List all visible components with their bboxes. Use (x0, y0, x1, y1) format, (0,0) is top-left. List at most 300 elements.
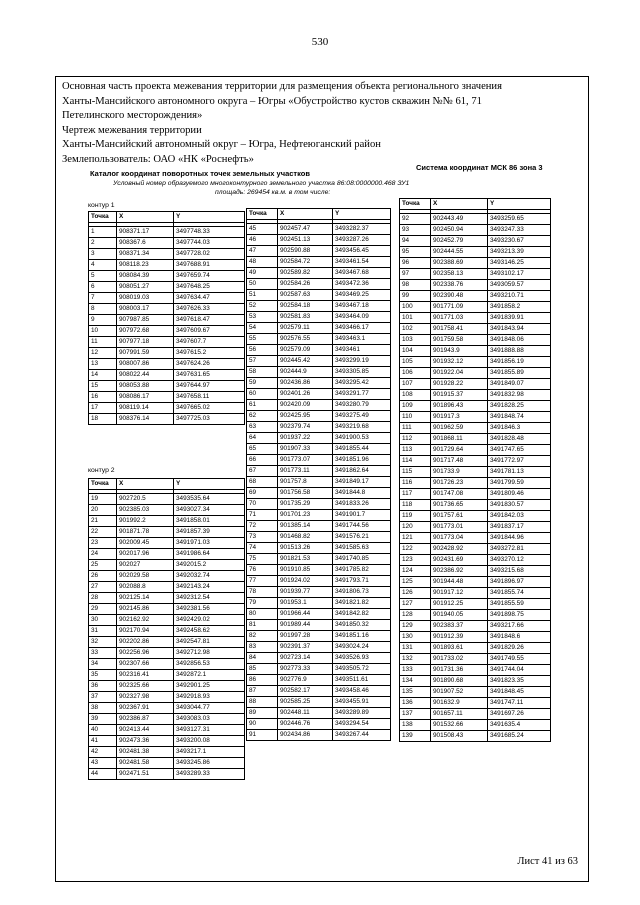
table-row (247, 477, 391, 488)
y-cell: 3491986.64 (174, 549, 245, 560)
point-cell: 33 (89, 648, 117, 659)
point-cell: 39 (89, 714, 117, 725)
x-cell: 908003.17 (117, 304, 174, 315)
table-row (400, 225, 551, 236)
x-cell: 902450.94 (431, 225, 488, 236)
point-cell: 109 (400, 401, 431, 412)
table-row (89, 315, 245, 326)
point-cell: 128 (400, 610, 431, 621)
x-cell: 908053.88 (117, 381, 174, 392)
x-cell: 902386.92 (431, 566, 488, 577)
x-cell: 902401.26 (278, 389, 333, 400)
table-row (89, 494, 245, 505)
table-row (89, 758, 245, 769)
table-row (400, 434, 551, 445)
point-cell: 2 (89, 238, 117, 249)
y-cell: 3497644.97 (174, 381, 245, 392)
contour-2-table (88, 478, 245, 780)
y-cell: 3493282.37 (333, 224, 391, 235)
table-row (400, 357, 551, 368)
table-row (400, 654, 551, 665)
y-cell: 3491901.7 (333, 510, 391, 521)
x-cell: 901756.58 (278, 488, 333, 499)
point-cell: 92 (400, 214, 431, 225)
x-cell: 908051.27 (117, 282, 174, 293)
point-cell: 122 (400, 544, 431, 555)
y-cell: 3493287.26 (333, 235, 391, 246)
y-cell: 3492143.24 (174, 582, 245, 593)
x-cell: 902325.66 (117, 681, 174, 692)
y-cell: 3491848.45 (488, 687, 551, 698)
y-cell: 3493535.64 (174, 494, 245, 505)
point-cell: 83 (247, 642, 278, 653)
x-cell: 901868.11 (431, 434, 488, 445)
x-cell: 901937.22 (278, 433, 333, 444)
x-cell: 901907.52 (431, 687, 488, 698)
point-cell: 40 (89, 725, 117, 736)
x-cell: 901896.43 (431, 401, 488, 412)
table-row (247, 312, 391, 323)
column-header-x: X (117, 479, 174, 490)
table-row (247, 576, 391, 587)
point-cell: 100 (400, 302, 431, 313)
y-cell: 3493291.77 (333, 389, 391, 400)
x-cell: 902584.18 (278, 301, 333, 312)
point-cell: 31 (89, 626, 117, 637)
x-cell: 902585.25 (278, 697, 333, 708)
table-row (400, 544, 551, 555)
table-row (400, 291, 551, 302)
point-cell: 72 (247, 521, 278, 532)
table-row (400, 632, 551, 643)
point-cell: 35 (89, 670, 117, 681)
x-cell: 902582.17 (278, 686, 333, 697)
x-cell: 908376.14 (117, 414, 174, 425)
x-cell: 901771.09 (431, 302, 488, 313)
x-cell: 901910.85 (278, 565, 333, 576)
y-cell: 3493267.44 (333, 730, 391, 741)
point-cell: 63 (247, 422, 278, 433)
point-cell: 53 (247, 312, 278, 323)
x-cell: 901912.39 (431, 632, 488, 643)
y-cell: 3493200.08 (174, 736, 245, 747)
y-cell: 3493280.79 (333, 400, 391, 411)
x-cell: 902256.96 (117, 648, 174, 659)
table-row (400, 709, 551, 720)
point-cell: 49 (247, 268, 278, 279)
table-row (89, 249, 245, 260)
table-row (400, 478, 551, 489)
point-cell: 80 (247, 609, 278, 620)
x-cell: 902379.74 (278, 422, 333, 433)
y-cell: 3491848.74 (488, 412, 551, 423)
x-cell: 902723.14 (278, 653, 333, 664)
x-cell: 901757.61 (431, 511, 488, 522)
y-cell: 3493247.33 (488, 225, 551, 236)
point-cell: 36 (89, 681, 117, 692)
y-cell: 3492429.02 (174, 615, 245, 626)
point-cell: 76 (247, 565, 278, 576)
table-row (247, 235, 391, 246)
x-cell: 901735.29 (278, 499, 333, 510)
point-cell: 117 (400, 489, 431, 500)
y-cell: 3491855.89 (488, 368, 551, 379)
point-cell: 8 (89, 304, 117, 315)
column-header-point: Точка (247, 209, 278, 220)
y-cell: 3491740.85 (333, 554, 391, 565)
x-cell: 902425.95 (278, 411, 333, 422)
point-cell: 98 (400, 280, 431, 291)
y-cell: 3491898.75 (488, 610, 551, 621)
point-cell: 58 (247, 367, 278, 378)
y-cell: 3491785.82 (333, 565, 391, 576)
y-cell: 3491749.55 (488, 654, 551, 665)
point-cell: 134 (400, 676, 431, 687)
y-cell: 3493083.03 (174, 714, 245, 725)
x-cell: 908084.39 (117, 271, 174, 282)
point-cell: 51 (247, 290, 278, 301)
catalog-subtitle: Условный номер образуемого многоконтурного земельного участка 86:08:0000000.468 ЗУ1 (113, 180, 410, 187)
point-cell: 105 (400, 357, 431, 368)
x-cell: 902457.47 (278, 224, 333, 235)
y-cell: 3497648.25 (174, 282, 245, 293)
x-cell: 902481.58 (117, 758, 174, 769)
x-cell: 902383.37 (431, 621, 488, 632)
point-cell: 56 (247, 345, 278, 356)
y-cell: 3491848.6 (488, 632, 551, 643)
table-row (89, 337, 245, 348)
table-row (89, 370, 245, 381)
x-cell: 901939.77 (278, 587, 333, 598)
point-cell: 87 (247, 686, 278, 697)
x-cell: 902391.37 (278, 642, 333, 653)
point-cell: 129 (400, 621, 431, 632)
table-row (400, 390, 551, 401)
x-cell: 902307.66 (117, 659, 174, 670)
point-cell: 97 (400, 269, 431, 280)
point-cell: 20 (89, 505, 117, 516)
point-cell: 86 (247, 675, 278, 686)
document-header (62, 80, 582, 167)
y-cell: 3493102.17 (488, 269, 551, 280)
y-cell: 3491576.21 (333, 532, 391, 543)
y-cell: 3497658.11 (174, 392, 245, 403)
x-cell: 902579.09 (278, 345, 333, 356)
y-cell: 3491844.96 (488, 533, 551, 544)
table-row (89, 703, 245, 714)
table-row (400, 676, 551, 687)
y-cell: 3491842.03 (488, 511, 551, 522)
point-cell: 138 (400, 720, 431, 731)
table-row (400, 698, 551, 709)
table-row (400, 665, 551, 676)
y-cell: 3493215.68 (488, 566, 551, 577)
table-row (247, 598, 391, 609)
table-row (247, 224, 391, 235)
table-row (400, 346, 551, 357)
column-header-point: Точка (89, 479, 117, 490)
y-cell: 3497624.26 (174, 359, 245, 370)
table-row (247, 521, 391, 532)
point-cell: 95 (400, 247, 431, 258)
table-row (247, 620, 391, 631)
header-line: Землепользователь: ОАО «НК «Роснефть» (62, 153, 254, 165)
table-row (247, 279, 391, 290)
x-cell: 901992.2 (117, 516, 174, 527)
table-row (89, 527, 245, 538)
x-cell: 902473.36 (117, 736, 174, 747)
point-cell: 38 (89, 703, 117, 714)
y-cell: 3493217.66 (488, 621, 551, 632)
x-cell: 907987.85 (117, 315, 174, 326)
table-row (247, 686, 391, 697)
y-cell: 3491844.8 (333, 488, 391, 499)
x-cell: 901773.11 (278, 466, 333, 477)
x-cell: 901917.3 (431, 412, 488, 423)
x-cell: 902773.33 (278, 664, 333, 675)
y-cell: 3493219.68 (333, 422, 391, 433)
table-row (247, 389, 391, 400)
point-cell: 52 (247, 301, 278, 312)
point-cell: 137 (400, 709, 431, 720)
x-cell: 902316.41 (117, 670, 174, 681)
column-header-x: X (431, 199, 488, 210)
y-cell: 3493289.33 (174, 769, 245, 780)
table-row (247, 290, 391, 301)
x-cell: 901736.65 (431, 500, 488, 511)
y-cell: 3492381.56 (174, 604, 245, 615)
table-row (247, 565, 391, 576)
point-cell: 7 (89, 293, 117, 304)
point-cell: 43 (89, 758, 117, 769)
y-cell: 3491744.04 (488, 665, 551, 676)
x-cell: 901657.11 (431, 709, 488, 720)
y-cell: 3493455.91 (333, 697, 391, 708)
x-cell: 902444.55 (431, 247, 488, 258)
table-row (89, 326, 245, 337)
table-row (247, 411, 391, 422)
table-row (247, 345, 391, 356)
table-row (89, 681, 245, 692)
sheet-number: Лист 41 из 63 (517, 856, 578, 867)
point-cell: 88 (247, 697, 278, 708)
table-row (247, 367, 391, 378)
y-cell: 3497615.2 (174, 348, 245, 359)
table-row (89, 637, 245, 648)
y-cell: 3491823.35 (488, 676, 551, 687)
column-header-point: Точка (400, 199, 431, 210)
y-cell: 3493275.49 (333, 411, 391, 422)
point-cell: 42 (89, 747, 117, 758)
table-row (400, 302, 551, 313)
y-cell: 3493210.71 (488, 291, 551, 302)
x-cell: 901758.41 (431, 324, 488, 335)
column-header-x: X (117, 212, 174, 223)
point-cell: 27 (89, 582, 117, 593)
y-cell: 3491744.56 (333, 521, 391, 532)
catalog-area: площадь: 269454 кв.м. в том числе: (215, 189, 331, 196)
column-header-y: Y (174, 479, 245, 490)
point-cell: 17 (89, 403, 117, 414)
point-cell: 132 (400, 654, 431, 665)
y-cell: 3492015.2 (174, 560, 245, 571)
x-cell: 902017.96 (117, 549, 174, 560)
y-cell: 3493289.89 (333, 708, 391, 719)
y-cell: 3497609.67 (174, 326, 245, 337)
point-cell: 29 (89, 604, 117, 615)
point-cell: 127 (400, 599, 431, 610)
point-cell: 116 (400, 478, 431, 489)
y-cell: 3497631.65 (174, 370, 245, 381)
point-cell: 60 (247, 389, 278, 400)
point-cell: 19 (89, 494, 117, 505)
x-cell: 902434.86 (278, 730, 333, 741)
y-cell: 3491833.26 (333, 499, 391, 510)
table-row (247, 257, 391, 268)
point-cell: 28 (89, 593, 117, 604)
point-cell: 10 (89, 326, 117, 337)
y-cell: 3491849.17 (333, 477, 391, 488)
point-cell: 78 (247, 587, 278, 598)
table-row (89, 571, 245, 582)
y-cell: 3491635.4 (488, 720, 551, 731)
table-row (247, 323, 391, 334)
point-cell: 112 (400, 434, 431, 445)
point-cell: 113 (400, 445, 431, 456)
x-cell: 907977.18 (117, 337, 174, 348)
table-row (247, 609, 391, 620)
table-row (89, 238, 245, 249)
point-cell: 5 (89, 271, 117, 282)
y-cell: 3493461.54 (333, 257, 391, 268)
y-cell: 3491772.97 (488, 456, 551, 467)
y-cell: 3493472.36 (333, 279, 391, 290)
table-row (400, 368, 551, 379)
table-row (400, 423, 551, 434)
x-cell: 901632.9 (431, 698, 488, 709)
y-cell: 3497665.02 (174, 403, 245, 414)
point-cell: 73 (247, 532, 278, 543)
point-cell: 22 (89, 527, 117, 538)
y-cell: 3497634.47 (174, 293, 245, 304)
point-cell: 70 (247, 499, 278, 510)
table-row (247, 730, 391, 741)
x-cell: 901468.82 (278, 532, 333, 543)
table-row (89, 282, 245, 293)
point-cell: 32 (89, 637, 117, 648)
x-cell: 907991.59 (117, 348, 174, 359)
point-cell: 75 (247, 554, 278, 565)
x-cell: 908007.86 (117, 359, 174, 370)
x-cell: 901928.22 (431, 379, 488, 390)
table-row (89, 714, 245, 725)
x-cell: 902009.45 (117, 538, 174, 549)
point-cell: 94 (400, 236, 431, 247)
y-cell: 3491585.63 (333, 543, 391, 554)
point-cell: 126 (400, 588, 431, 599)
y-cell: 3491857.39 (174, 527, 245, 538)
point-cell: 136 (400, 698, 431, 709)
y-cell: 3493456.45 (333, 246, 391, 257)
table-row (89, 392, 245, 403)
x-cell: 902590.88 (278, 246, 333, 257)
x-cell: 908019.03 (117, 293, 174, 304)
y-cell: 3497618.47 (174, 315, 245, 326)
point-cell: 130 (400, 632, 431, 643)
point-cell: 114 (400, 456, 431, 467)
table-row (400, 731, 551, 742)
contour-1-table (88, 211, 245, 425)
point-cell: 121 (400, 533, 431, 544)
x-cell: 902720.5 (117, 494, 174, 505)
point-cell: 84 (247, 653, 278, 664)
x-cell: 901771.03 (431, 313, 488, 324)
y-cell: 3491829.26 (488, 643, 551, 654)
table-row (400, 522, 551, 533)
x-cell: 902436.86 (278, 378, 333, 389)
x-cell: 902584.26 (278, 279, 333, 290)
page-number: 530 (311, 36, 329, 48)
point-cell: 107 (400, 379, 431, 390)
table-row (247, 268, 391, 279)
table-row (400, 720, 551, 731)
y-cell: 3491858.2 (488, 302, 551, 313)
point-cell: 81 (247, 620, 278, 631)
x-cell: 902027 (117, 560, 174, 571)
y-cell: 3497748.33 (174, 227, 245, 238)
point-cell: 93 (400, 225, 431, 236)
column-header-x: X (278, 209, 333, 220)
x-cell: 902471.51 (117, 769, 174, 780)
y-cell: 3491685.24 (488, 731, 551, 742)
x-cell: 901943.9 (431, 346, 488, 357)
point-cell: 106 (400, 368, 431, 379)
point-cell: 16 (89, 392, 117, 403)
y-cell: 3493230.67 (488, 236, 551, 247)
point-cell: 59 (247, 378, 278, 389)
point-cell: 69 (247, 488, 278, 499)
x-cell: 902385.03 (117, 505, 174, 516)
point-cell: 25 (89, 560, 117, 571)
table-row (89, 670, 245, 681)
y-cell: 3493467.18 (333, 301, 391, 312)
x-cell: 902581.83 (278, 312, 333, 323)
y-cell: 3493213.39 (488, 247, 551, 258)
y-cell: 3491855.59 (488, 599, 551, 610)
x-cell: 901962.59 (431, 423, 488, 434)
y-cell: 3497626.33 (174, 304, 245, 315)
table-row (400, 588, 551, 599)
y-cell: 3491858.01 (174, 516, 245, 527)
y-cell: 3493245.86 (174, 758, 245, 769)
table-row (89, 615, 245, 626)
x-cell: 901997.28 (278, 631, 333, 642)
column-header-y: Y (488, 199, 551, 210)
points-table-45-91 (246, 208, 391, 741)
table-row (247, 719, 391, 730)
point-cell: 30 (89, 615, 117, 626)
table-row (400, 313, 551, 324)
y-cell: 3492856.53 (174, 659, 245, 670)
x-cell: 901733.9 (431, 467, 488, 478)
y-cell: 3493463.1 (333, 334, 391, 345)
table-row (400, 533, 551, 544)
x-cell: 901922.04 (431, 368, 488, 379)
x-cell: 901989.44 (278, 620, 333, 631)
y-cell: 3491747.11 (488, 698, 551, 709)
point-cell: 135 (400, 687, 431, 698)
table-row (89, 769, 245, 780)
